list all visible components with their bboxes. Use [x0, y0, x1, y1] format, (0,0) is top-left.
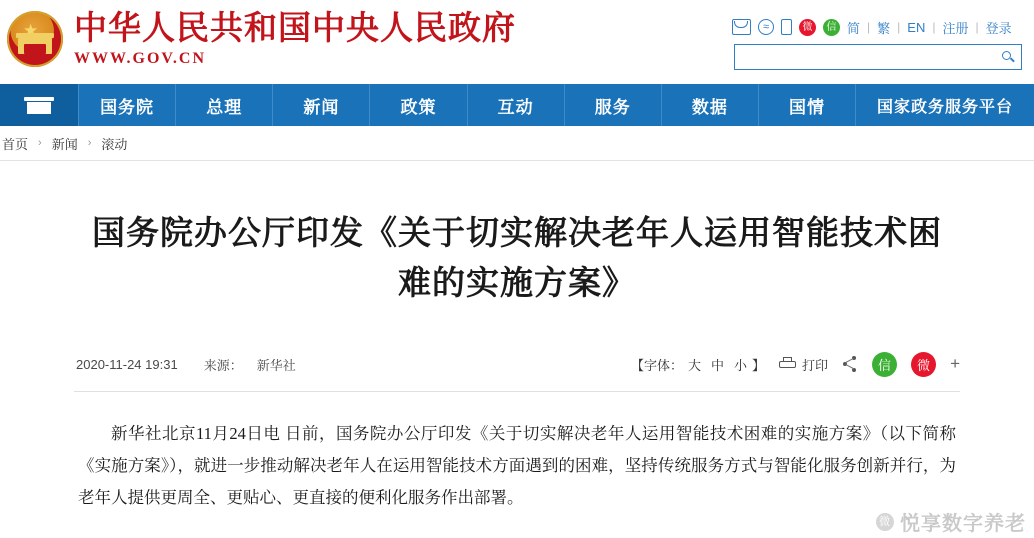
breadcrumb-separator: › [87, 137, 92, 149]
watermark [876, 507, 1026, 536]
article-meta [62, 349, 972, 379]
search-box [734, 44, 1022, 70]
article [0, 161, 1034, 514]
wechat-icon[interactable]: 信 [823, 19, 840, 36]
font-size-close: 】 [752, 357, 766, 373]
rss-icon[interactable]: ≈ [758, 19, 774, 35]
nav-item-hudong[interactable]: 互动 [467, 84, 564, 126]
lang-simplified-link[interactable]: 简 [847, 20, 861, 36]
nav-item-fuwu[interactable]: 服务 [564, 84, 661, 126]
breadcrumb-item-home[interactable]: 首页 [2, 136, 29, 152]
gov-gate-icon [24, 95, 54, 115]
nav-item-guowuyuan[interactable]: 国务院 [78, 84, 175, 126]
wechat-share-icon[interactable]: 信 [872, 352, 897, 377]
nav-item-zongli[interactable]: 总理 [175, 84, 272, 126]
source-label: 来源： [203, 357, 243, 373]
font-size-large[interactable]: 大 [687, 357, 701, 373]
source-name: 新华社 [256, 357, 296, 373]
nav-item-service-platform[interactable]: 国家政务服务平台 [855, 84, 1034, 126]
printer-icon [779, 357, 796, 371]
breadcrumb-separator: › [38, 137, 42, 149]
print-label: 打印 [802, 357, 829, 373]
login-link[interactable]: 登录 [985, 20, 1012, 36]
lang-english-link[interactable]: EN [907, 19, 926, 35]
site-title: 中华人民共和国中央人民政府 [74, 10, 516, 47]
site-header [0, 0, 1034, 84]
register-link[interactable]: 注册 [942, 20, 969, 36]
article-paragraph: 新华社北京11月24日电 日前，国务院办公厅印发《关于切实解决老年人运用智能技术困难的实施方案》（以下简称《实施方案》），就进一步推动解决老年人在运用智能技术方面遇到的困难，坚持传统服务方式与智能化服务创新并行，为老年人提供更周全、更贴心、更直接的便利化服务作出部署。 [78, 424, 956, 507]
publish-date: 2020-11-24 19:31 [76, 356, 178, 372]
separator: | [867, 20, 871, 34]
nav-home-button[interactable] [0, 84, 78, 126]
national-emblem-icon [4, 8, 66, 70]
search-icon[interactable] [1000, 49, 1016, 65]
nav-item-zhengce[interactable]: 政策 [369, 84, 466, 126]
page-title: 国务院办公厅印发《关于切实解决老年人运用智能技术困难的实施方案》 [92, 216, 942, 302]
main-nav [0, 84, 1034, 126]
site-url: WWW.GOV.CN [74, 49, 207, 67]
mobile-icon[interactable] [781, 19, 792, 35]
breadcrumb-item-rolling[interactable]: 滚动 [101, 136, 128, 152]
header-utilities [732, 16, 1022, 38]
font-size-small[interactable]: 小 [734, 357, 748, 373]
search-input[interactable] [741, 48, 995, 68]
separator: | [932, 20, 936, 34]
weibo-share-icon[interactable]: 微 [911, 352, 936, 377]
font-size-control [631, 355, 765, 374]
weibo-badge-icon: 微 [876, 513, 894, 531]
lang-traditional-link[interactable]: 繁 [877, 20, 891, 36]
separator: | [897, 20, 901, 34]
utility-row [732, 16, 1022, 38]
article-tools [631, 352, 960, 377]
weibo-icon[interactable]: 微 [799, 19, 816, 36]
source-group [204, 355, 296, 374]
share-icon[interactable] [842, 356, 858, 372]
print-button[interactable] [779, 355, 828, 374]
site-brand[interactable] [0, 8, 516, 70]
watermark-text: 悦享数字养老 [900, 513, 1026, 535]
separator: | [975, 20, 979, 34]
breadcrumb-item-news[interactable]: 新闻 [51, 136, 78, 152]
nav-item-guoqing[interactable]: 国情 [758, 84, 855, 126]
article-meta-left [76, 355, 296, 374]
mail-icon[interactable] [732, 19, 751, 35]
font-size-label: 【字体： [630, 357, 683, 373]
nav-item-xinwen[interactable]: 新闻 [272, 84, 369, 126]
nav-item-shuju[interactable]: 数据 [661, 84, 758, 126]
brand-text [74, 10, 516, 69]
breadcrumb [0, 126, 1034, 161]
more-share-icon[interactable]: + [950, 354, 960, 373]
font-size-medium[interactable]: 中 [711, 357, 725, 373]
